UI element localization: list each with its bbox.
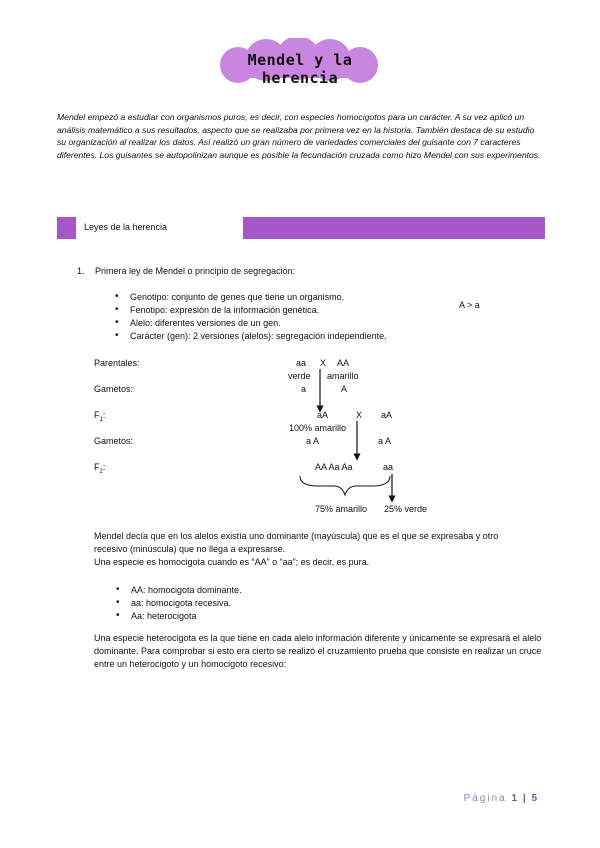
gametos2-label: Gametos: [94, 436, 134, 446]
f1-right-genotype: aA [381, 410, 393, 420]
list-item: • Genotipo: conjunto de genes que tiene un organismo. [130, 292, 344, 302]
cross-symbol: X [356, 410, 363, 420]
f2-label: $F_2$: [94, 462, 106, 475]
f1-right-gametes: a A [378, 436, 392, 446]
f2-recessive-genotype: aa [383, 462, 394, 472]
f1-phenotype-percent: 100% amarillo [289, 423, 347, 433]
law1-title: Primera ley de Mendel o principio de segregación: [95, 266, 296, 276]
page-footer [464, 793, 538, 804]
gametos-label: Gametos: [94, 384, 134, 394]
f2-green-percent: 25% verde [384, 504, 428, 514]
list-item: • AA: homocigota dominante. [131, 585, 242, 595]
footer-page-word: Página [463, 793, 507, 804]
list-item: • Alelo: diferentes versiones de un gen. [130, 318, 281, 328]
f1-left-gametes: a A [306, 436, 320, 446]
page-title: Mendel y la herencia [247, 51, 353, 87]
gamete-A: A [341, 384, 348, 394]
footer-separator: | [522, 793, 527, 804]
parentales-label: Parentales: [94, 358, 140, 368]
parent2-genotype: AA [337, 358, 350, 368]
section-title: Leyes de la herencia [84, 222, 168, 232]
heterozygous-paragraph: Una especie heterocigota es la que tiene en cada alelo información diferente y únicamente se expresará el alelo dominante. Para comprobar si esto era cierto se realizó el cruzamiento prueba que consiste en realizar un cruce entre un heterocigoto y un homocigoto recesivo: [94, 633, 542, 669]
list-item: • Aa: heterocigota [131, 611, 197, 621]
parent1-phenotype: verde [288, 371, 311, 381]
law1-number: 1. [77, 266, 85, 276]
f2-dominant-genotypes: AA Aa Aa [315, 462, 353, 472]
footer-page-total: 5 [531, 793, 538, 804]
parent1-genotype: aa [296, 358, 307, 368]
f1-label: $F_1$: [94, 410, 106, 423]
f2-yellow-percent: 75% amarillo [315, 504, 368, 514]
cross-symbol: X [320, 358, 327, 368]
homozygous-paragraph: Una especie es homocigota cuando es “AA” o “aa”; es decir, es pura. [94, 557, 370, 567]
footer-page-number: 1 [511, 793, 519, 804]
intro-paragraph: Mendel empezó a estudiar con organismos puros, es decir, con especies homocigotos para un carácter. A su vez aplicó un análisis matemático a sus resultados, aspecto que se realizaba por primera vez en la historia. También destaca de su estudio su organización al realizar los datos. Así realizó un gran número de variedades comerciales del guisante con 7 caracteres diferentes. Los guisantes se autopolinizan aunque es posible la fecundación cruzada como hizo Mendel con sus experimentos. [57, 112, 541, 160]
list-item: • Fenotipo: expresión de la información genética. [130, 305, 319, 315]
list-item: • Carácter (gen): 2 versiones (alelos): segregación independiente. [130, 331, 387, 341]
list-item: • aa: homocigota recesiva. [131, 598, 231, 608]
f1-left-genotype: aA [317, 410, 329, 420]
dominance-paragraph: Mendel decía que en los alelos existía uno dominante (mayúscula) que es el que se expresaba y otro recesivo (minúscula) que no llega a expresarse. [94, 531, 499, 554]
brace-dominant-group [300, 476, 390, 495]
parent2-phenotype: amarillo [327, 371, 359, 381]
dominance-relation: A > a [459, 300, 480, 310]
gamete-a: a [301, 384, 307, 394]
